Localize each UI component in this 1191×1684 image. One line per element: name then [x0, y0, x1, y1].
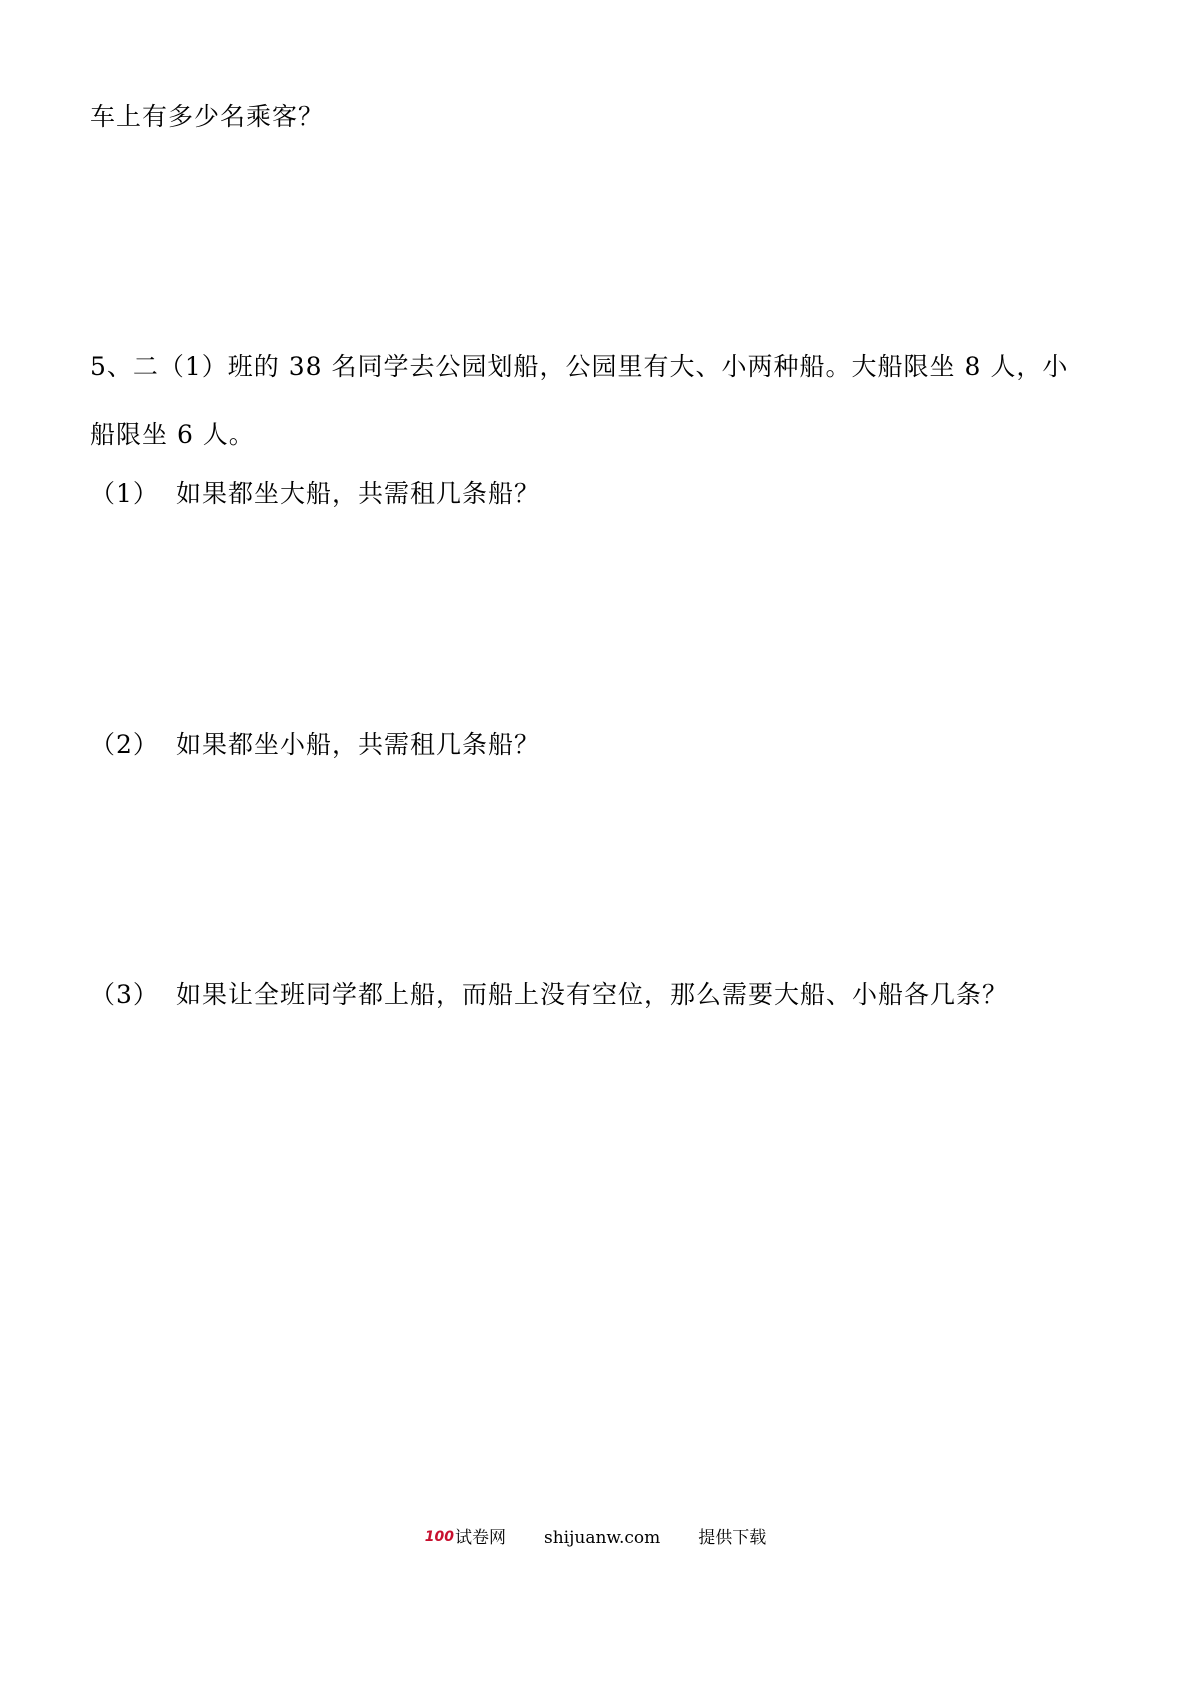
question-5-text-line-2: 船限坐 6 人。 — [90, 420, 255, 449]
subquestion-3 — [90, 978, 1008, 1012]
subquestion-number: （1） — [90, 479, 159, 508]
subquestion-number: （2） — [90, 730, 159, 759]
site-logo: 100 — [424, 1529, 454, 1545]
subquestion-text: 如果让全班同学都上船，而船上没有空位，那么需要大船、小船各几条？ — [176, 980, 1009, 1009]
page-footer — [0, 1526, 1191, 1549]
subquestion-number: （3） — [90, 980, 159, 1009]
previous-question-tail: 车上有多少名乘客？ — [90, 102, 325, 131]
footer-note: 提供下载 — [698, 1528, 767, 1548]
subquestion-2 — [90, 728, 540, 762]
question-5-text-line-1: 5、二（1）班的 38 名同学去公园划船，公园里有大、小两种船。大船限坐 8 人，小 — [90, 352, 1069, 381]
subquestion-1 — [90, 477, 540, 511]
subquestion-text: 如果都坐小船，共需租几条船？ — [176, 730, 541, 759]
site-url[interactable]: shijuanw.com — [544, 1528, 661, 1548]
subquestion-text: 如果都坐大船，共需租几条船？ — [176, 479, 541, 508]
site-logo-text: 试卷网 — [455, 1528, 506, 1548]
